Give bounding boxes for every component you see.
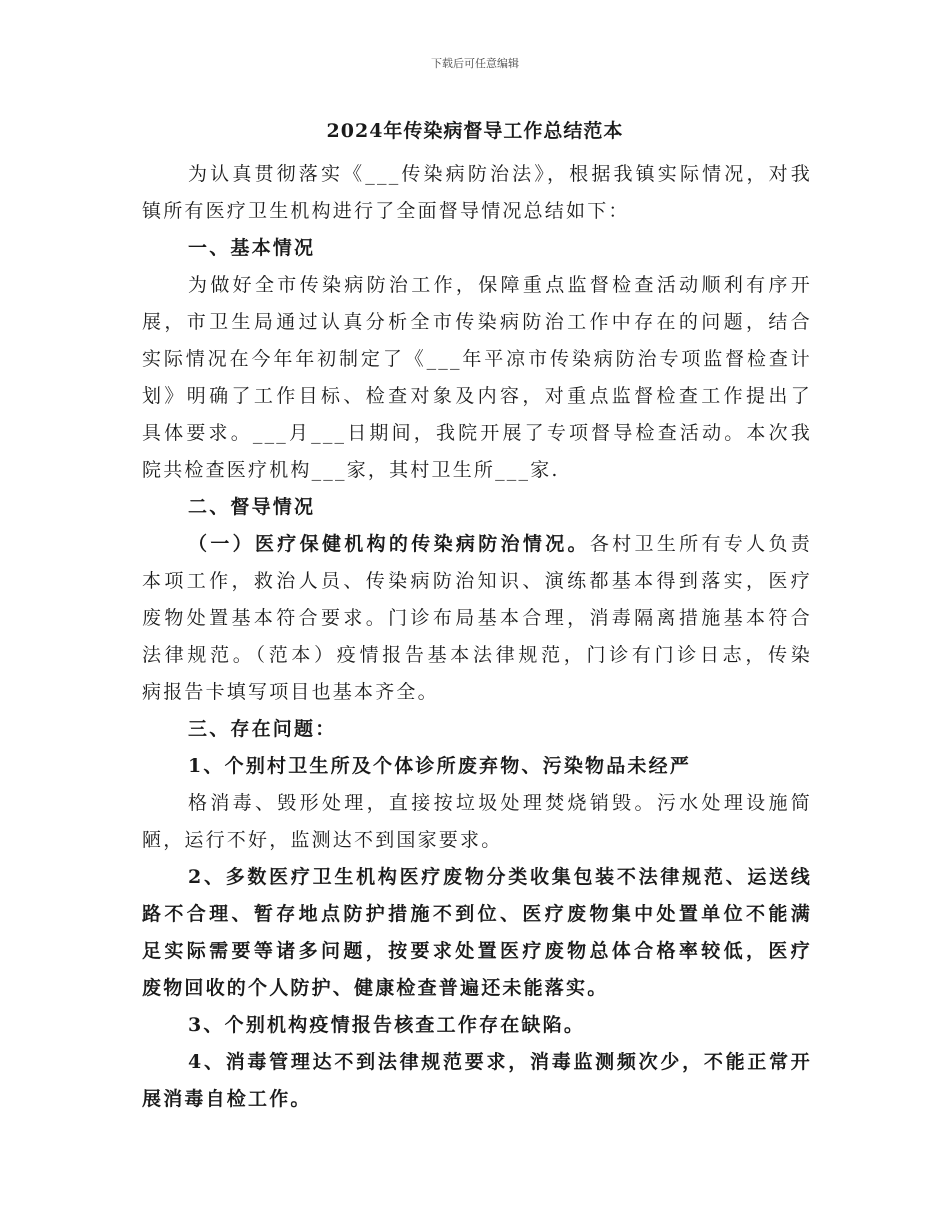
text-line: 废物回收的个人防护、健康检查普遍还未能落实。 <box>142 977 609 999</box>
text-line: 2、多数医疗卫生机构医疗废物分类收集包装不法律规范、运送线 <box>188 866 812 888</box>
text-line: 1、个别村卫生所及个体诊所废弃物、污染物品未经严 <box>188 755 692 777</box>
text-line: 实际情况在今年年初制定了《___年平凉市传染病防治专项监督检查计 <box>142 348 812 370</box>
text-line: 二、督导情况 <box>188 496 316 518</box>
document-title: 2024年传染病督导工作总结范本 <box>326 120 624 142</box>
text-line: 镇所有医疗卫生机构进行了全面督导情况总结如下： <box>142 200 630 222</box>
text-line: 废物处置基本符合要求。门诊布局基本合理，消毒隔离措施基本符合 <box>142 607 812 629</box>
text-line: 本项工作，救治人员、传染病防治知识、演练都基本得到落实，医疗 <box>142 570 812 592</box>
text-line: 展消毒自检工作。 <box>142 1088 312 1110</box>
text-line: 格消毒、毁形处理，直接按垃圾处理焚烧销毁。污水处理设施简 <box>188 792 812 814</box>
header-note: 下载后可任意编辑 <box>431 57 519 70</box>
document-body <box>142 156 812 1118</box>
text-line: 4、消毒管理达不到法律规范要求，消毒监测频次少，不能正常开 <box>188 1051 812 1073</box>
text-line: 3、个别机构疫情报告核查工作存在缺陷。 <box>188 1014 586 1036</box>
text-line: 院共检查医疗机构___家，其村卫生所___家. <box>142 459 560 481</box>
text-line: 具体要求。___月___日期间，我院开展了专项督导检查活动。本次我 <box>142 422 812 444</box>
text-line: 展，市卫生局通过认真分析全市传染病防治工作中存在的问题，结合 <box>142 311 812 333</box>
text-line: 一、基本情况 <box>188 237 316 259</box>
text-line: 病报告卡填写项目也基本齐全。 <box>142 681 439 703</box>
text-line: 为认真贯彻落实《___传染病防治法》，根据我镇实际情况，对我 <box>188 163 812 185</box>
text-line <box>142 526 812 563</box>
text-line: 足实际需要等诸多问题，按要求处置医疗废物总体合格率较低，医疗 <box>142 940 812 962</box>
text-line: 路不合理、暂存地点防护措施不到位、医疗废物集中处置单位不能满 <box>142 903 812 925</box>
text-line: 划》明确了工作目标、检查对象及内容，对重点监督检查工作提出了 <box>142 385 812 407</box>
body-text: 各村卫生所有专人负责 <box>589 533 812 555</box>
text-line: 三、存在问题： <box>188 718 337 740</box>
subheading-text: （一）医疗保健机构的传染病防治情况。 <box>188 533 590 555</box>
text-line: 法律规范。（范本）疫情报告基本法律规范，门诊有门诊日志，传染 <box>142 644 812 666</box>
text-line: 陋，运行不好，监测达不到国家要求。 <box>142 829 503 851</box>
text-line: 为做好全市传染病防治工作，保障重点监督检查活动顺利有序开 <box>188 274 812 296</box>
